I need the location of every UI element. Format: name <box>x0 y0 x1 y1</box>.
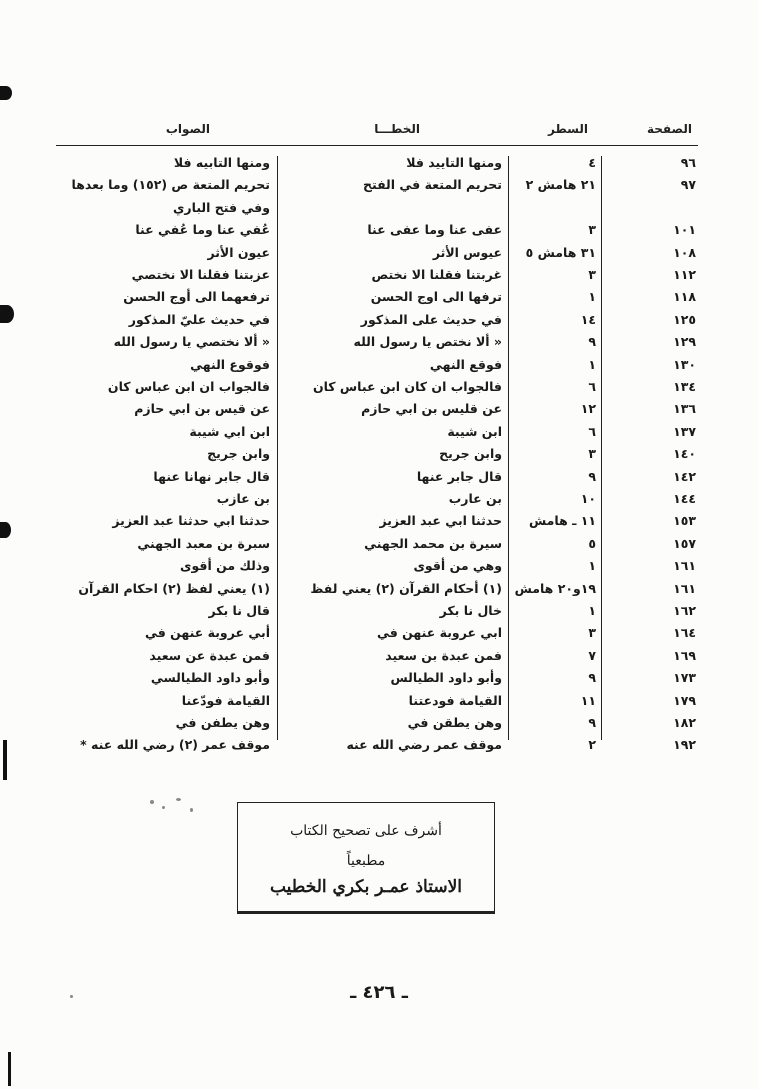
header-correct: الصواب <box>165 122 210 136</box>
cell-wrong: ابي عروبة عنهن في <box>376 625 502 641</box>
table-row <box>0 466 758 488</box>
cell-page: ١٦٩ <box>673 647 696 663</box>
cell-wrong: ومنها التاييد فلا <box>406 155 502 170</box>
proofreader-line-1: أشرف على تصحيح الكتاب <box>290 823 442 839</box>
cell-page: ١٤٤ <box>673 491 696 506</box>
cell-line: ٩ <box>588 468 596 484</box>
table-row <box>0 690 758 712</box>
table-row <box>0 600 758 622</box>
cell-wrong: سيرة بن محمد الجهني <box>364 535 502 551</box>
scan-speck <box>176 798 181 801</box>
cell-line: ٧ <box>588 647 596 663</box>
cell-line: ١ <box>588 603 596 618</box>
cell-page: ١٢٥ <box>673 311 696 327</box>
cell-wrong: غربتنا فقلنا الا نختص <box>371 267 502 282</box>
cell-page: ١٧٣ <box>673 670 696 686</box>
scan-speck <box>190 808 193 812</box>
cell-correct: عزبتنا فقلنا الا نختصي <box>131 267 270 282</box>
table-row <box>0 197 758 219</box>
cell-correct: ومنها التابيه فلا <box>173 155 270 170</box>
cell-line: ١١ <box>580 692 596 708</box>
cell-line: ٦ <box>588 379 596 394</box>
cell-page: ١٦٢ <box>673 603 696 618</box>
cell-line: ١٠ <box>580 491 596 506</box>
cell-line: ٢ <box>588 737 596 753</box>
table-row <box>0 376 758 398</box>
cell-wrong: فالجواب ان كان ابن عباس كان <box>312 379 502 394</box>
cell-page: ١٣٤ <box>673 379 696 394</box>
table-row <box>0 443 758 465</box>
cell-wrong: وأبو داود الطيالس <box>390 670 502 686</box>
cell-line: ٩ <box>588 715 596 730</box>
cell-line: ٣ <box>588 625 596 641</box>
table-row <box>0 488 758 510</box>
table-row <box>0 219 758 241</box>
table-row <box>0 622 758 644</box>
cell-correct: موقف عمر (٢) رضي الله عنه * <box>80 737 270 753</box>
cell-page: ١٩٢ <box>673 737 696 753</box>
cell-wrong: ابن شيبة <box>447 423 502 439</box>
cell-wrong: موقف عمر رضي الله عنه <box>346 737 502 753</box>
cell-wrong: فوقع النهي <box>429 356 502 372</box>
proofreader-line-2: مطبعياً <box>346 853 386 869</box>
cell-wrong: عفى عنا وما عفى عنا <box>367 222 502 238</box>
cell-page: ١٣٦ <box>673 401 696 417</box>
cell-correct: في حديث عليّ المذكور <box>128 311 270 327</box>
cell-correct: تحريم المتعة ص (١٥٢) وما بعدها <box>71 177 270 193</box>
cell-line: ١٢ <box>580 401 596 417</box>
cell-line: ٢١ هامش ٢ <box>525 177 596 193</box>
table-row <box>0 286 758 308</box>
cell-line: ١ <box>588 289 596 305</box>
cell-page: ١٨٢ <box>673 715 696 730</box>
table-row <box>0 578 758 600</box>
cell-page: ١٢٩ <box>673 334 696 350</box>
cell-wrong: القيامة فودعتنا <box>408 692 502 708</box>
scan-mark <box>8 1052 11 1086</box>
cell-wrong: عن قليس بن ابي حازم <box>361 401 502 417</box>
cell-page: ١٠١ <box>673 222 696 238</box>
cell-line: ٣ <box>588 222 596 238</box>
cell-wrong: ترفها الى اوج الحسن <box>370 289 502 305</box>
cell-correct: القيامة فودّعنا <box>181 692 270 708</box>
cell-line: ٤ <box>588 155 596 170</box>
cell-page: ١١٨ <box>673 289 696 305</box>
cell-correct: قال جابر نهانا عنها <box>153 468 270 484</box>
table-row <box>0 533 758 555</box>
cell-correct: وذلك من أقوى <box>180 558 270 574</box>
scan-speck <box>162 806 165 809</box>
page-number: ـ ٤٢٦ ـ <box>350 982 408 1003</box>
cell-correct: وهن يطفن في <box>175 715 270 730</box>
cell-correct: وابن جريج <box>207 446 270 462</box>
cell-line: ٣ <box>588 267 596 282</box>
cell-wrong: بن عارب <box>448 491 502 506</box>
table-row <box>0 152 758 174</box>
cell-page: ١٠٨ <box>673 244 696 260</box>
cell-page: ١٣٠ <box>673 356 696 372</box>
cell-wrong: وهن يطقن في <box>407 715 502 730</box>
cell-line: ١ <box>588 558 596 574</box>
scan-mark <box>0 86 12 100</box>
table-row <box>0 510 758 532</box>
cell-page: ١٣٧ <box>673 423 696 439</box>
header-line: السطر <box>548 122 588 136</box>
cell-page: ١٧٩ <box>673 692 696 708</box>
cell-wrong: فمن عبدة بن سعيد <box>385 647 502 663</box>
header-page: الصفحة <box>646 122 692 136</box>
cell-correct: ترفعهما الى أوج الحسن <box>123 289 270 305</box>
cell-page: ١٤٢ <box>673 468 696 484</box>
table-row <box>0 421 758 443</box>
cell-line: ١ <box>588 356 596 372</box>
table-row <box>0 398 758 420</box>
cell-line: ٣١ هامش ٥ <box>525 244 596 260</box>
cell-page: ١٦١ <box>673 558 696 574</box>
cell-wrong: وهي من أقوى <box>413 558 502 574</box>
cell-line: ٥ <box>588 535 596 551</box>
cell-wrong: في حديث على المذكور <box>360 311 502 327</box>
table-row <box>0 174 758 196</box>
table-row <box>0 309 758 331</box>
cell-wrong: « ألا نختص يا رسول الله <box>353 334 502 350</box>
cell-line: ١٩و٢٠ هامش <box>514 580 596 596</box>
cell-page: ١٤٠ <box>673 446 696 462</box>
cell-line: ١٤ <box>580 311 596 327</box>
cell-wrong: حدثنا ابي عبد العزيز <box>379 513 502 529</box>
cell-wrong: خال نا بكر <box>439 603 502 618</box>
cell-page: ٩٦ <box>680 155 696 170</box>
cell-line: ٦ <box>588 423 596 439</box>
cell-wrong: (١) أحكام القرآن (٢) يعني لفظ <box>310 580 502 596</box>
proofreader-box <box>237 802 495 914</box>
cell-line: ٩ <box>588 670 596 686</box>
scan-speck <box>150 800 154 804</box>
cell-wrong: قال جابر عنها <box>416 468 502 484</box>
cell-page: ١٥٧ <box>673 535 696 551</box>
cell-correct: عُفي عنا وما عُفي عنا <box>135 222 270 238</box>
cell-page: ١١٢ <box>673 267 696 282</box>
table-row <box>0 712 758 734</box>
table-row <box>0 734 758 756</box>
cell-correct: عن قيس بن ابي حازم <box>134 401 270 417</box>
table-row <box>0 354 758 376</box>
cell-line: ١١ ـ هامش <box>528 513 596 529</box>
cell-correct: وأبو داود الطيالسي <box>150 670 270 686</box>
table-row <box>0 242 758 264</box>
cell-correct: أبي عروبة عنهن في <box>144 625 270 641</box>
cell-correct: حدثنا ابي حدثنا عبد العزيز <box>112 513 270 529</box>
cell-page: ١٦٤ <box>673 625 696 641</box>
cell-correct: بن عازب <box>216 491 270 506</box>
cell-correct: ابن ابي شيبة <box>189 423 270 439</box>
cell-page: ٩٧ <box>680 177 696 193</box>
cell-correct: وفي فتح الباري <box>172 199 270 215</box>
cell-page: ١٥٣ <box>673 513 696 529</box>
cell-wrong: وابن جريح <box>439 446 502 462</box>
cell-correct: فمن عبدة عن سعيد <box>149 647 270 663</box>
cell-wrong: تحريم المتعة في الفتح <box>362 177 502 193</box>
cell-line: ٣ <box>588 446 596 462</box>
cell-correct: سبرة بن معبد الجهني <box>137 535 270 551</box>
header-rule <box>56 145 698 146</box>
table-row <box>0 667 758 689</box>
proofreader-name: الاستاذ عمـر بكري الخطيب <box>269 877 463 897</box>
cell-correct: قال نا بكر <box>208 603 270 618</box>
cell-correct: (١) يعني لفظ (٢) احكام القرآن <box>78 580 270 596</box>
table-row <box>0 331 758 353</box>
cell-correct: عيون الأثر <box>207 244 270 260</box>
cell-correct: « ألا نختصي يا رسول الله <box>113 334 270 350</box>
header-wrong: الخطـــا <box>374 122 420 136</box>
cell-correct: فوقوع النهي <box>190 356 270 372</box>
cell-line: ٩ <box>588 334 596 350</box>
cell-page: ١٦١ <box>673 580 696 596</box>
cell-wrong: عيوس الأثر <box>432 244 502 260</box>
table-row <box>0 264 758 286</box>
table-row <box>0 555 758 577</box>
table-row <box>0 645 758 667</box>
cell-correct: فالجواب ان ابن عباس كان <box>107 379 270 394</box>
